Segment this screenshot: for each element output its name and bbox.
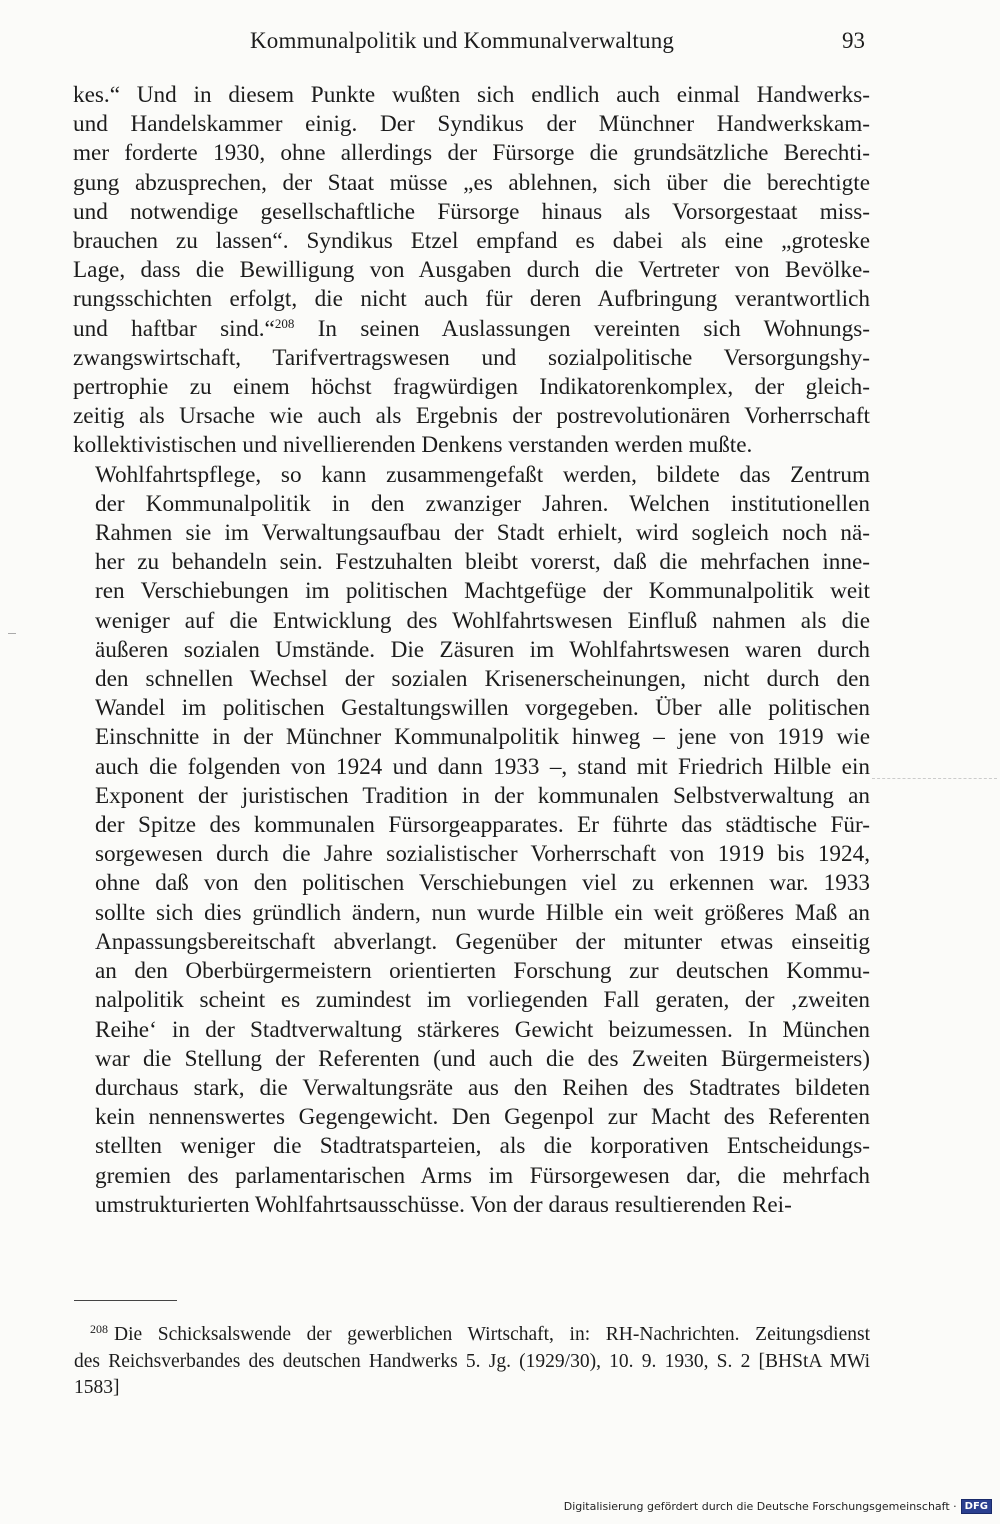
scan-mark	[8, 633, 16, 634]
text-line: zeitig als Ursache wie auch als Ergebnis der postrevolutionären Vorherrschaft	[73, 403, 870, 430]
text-line: gremien des parlamentarischen Arms im Fürsorgewesen dar, die mehrfach	[95, 1162, 870, 1189]
text-line: brauchen zu lassen“. Syndikus Etzel empfand es dabei als eine „groteske	[73, 228, 870, 255]
text-line: stellten weniger die Stadtratsparteien, als die korporativen Entscheidungs-	[95, 1133, 870, 1160]
text-line: auch die folgenden von 1924 und dann 1933 –, stand mit Friedrich Hilble ein	[95, 753, 870, 780]
footnote-ref[interactable]: 208	[274, 315, 295, 331]
text-line: gung abzusprechen, der Staat müsse „es ablehnen, sich über die berechtigte	[73, 169, 870, 196]
scan-margin-line	[872, 778, 997, 779]
body-text	[73, 81, 870, 1220]
text-line: der Spitze des kommunalen Fürsorgeapparates. Er führte das städtische Für-	[95, 812, 870, 839]
text-line: ren Verschiebungen im politischen Machtgefüge der Kommunalpolitik weit	[95, 578, 870, 605]
text-line: Wohlfahrtspflege, so kann zusammengefaßt werden, bildete das Zentrum	[95, 461, 870, 488]
text-fragment: und haftbar sind.“	[73, 315, 275, 342]
text-line: zwangswirtschaft, Tarifvertragswesen und sozialpolitische Versorgungshy-	[73, 344, 870, 371]
text-line: Wandel im politischen Gestaltungswillen vorgegeben. Über alle politischen	[95, 695, 870, 722]
footnote-line: 1583]	[74, 1377, 120, 1398]
text-fragment: In seinen Auslassungen vereinten sich Wohnungs-	[294, 315, 870, 342]
footnote-number: 208	[90, 1322, 108, 1336]
text-line: und Handelskammer einig. Der Syndikus der Münchner Handwerkskam-	[73, 111, 870, 138]
text-line: und notwendige gesellschaftliche Fürsorge hinaus als Vorsorgestaat miss-	[73, 198, 870, 225]
text-line: Rahmen sie im Verwaltungsaufbau der Stadt erhielt, wird sogleich noch nä-	[95, 520, 870, 547]
page-number: 93	[842, 28, 865, 53]
text-line: den schnellen Wechsel der sozialen Krisenerscheinungen, nicht durch den	[95, 666, 870, 693]
text-line: durchaus stark, die Verwaltungsräte aus den Reihen des Stadtrates bildeten	[95, 1074, 870, 1101]
paragraph-2	[73, 461, 870, 1220]
text-line: äußeren sozialen Umstände. Die Zäsuren im Wohlfahrtswesen waren durch	[95, 636, 870, 663]
text-line: pertrophie zu einem höchst fragwürdigen Indikatorenkomplex, der gleich-	[73, 374, 870, 401]
text-line: Exponent der juristischen Tradition in der kommunalen Selbstverwaltung an	[95, 782, 870, 809]
text-line: Einschnitte in der Münchner Kommunalpolitik hinweg – jene von 1919 wie	[95, 724, 870, 751]
footnote-text: Die Schicksalswende der gewerblichen Wirtschaft, in: RH-Nachrichten. Zeitungsdienst	[114, 1324, 870, 1345]
text-line: Reihe‘ in der Stadtverwaltung stärkeres Gewicht beizumessen. In München	[95, 1016, 870, 1043]
dfg-logo: DFG	[961, 1499, 992, 1514]
text-line: Anpassungsbereitschaft abverlangt. Gegenüber der mitunter etwas einseitig	[95, 928, 870, 955]
text-line: ohne daß von den politischen Verschiebungen viel zu erkennen war. 1933	[95, 870, 870, 897]
text-line: war die Stellung der Referenten (und auch die des Zweiten Bürgermeisters)	[95, 1045, 870, 1072]
text-line-with-footnote	[73, 315, 870, 344]
text-line: sollte sich dies gründlich ändern, nun wurde Hilble ein weit größeres Maß an	[95, 899, 870, 926]
text-line: weniger auf die Entwicklung des Wohlfahrtswesen Einfluß nahmen als die	[95, 607, 870, 634]
footnote-208	[74, 1316, 870, 1402]
footnote-line: des Reichsverbandes des deutschen Handwerks 5. Jg. (1929/30), 10. 9. 1930, S. 2 [BHStA MWi	[74, 1350, 870, 1372]
text-line: kes.“ Und in diesem Punkte wußten sich endlich auch einmal Handwerks-	[73, 82, 870, 108]
text-line: nalpolitik scheint es zumindest im vorliegenden Fall geraten, der ‚zweiten	[95, 987, 870, 1014]
credit-text: Digitalisierung gefördert durch die Deutsche Forschungsgemeinschaft ·	[563, 1499, 957, 1513]
text-line: sorgewesen durch die Jahre sozialistischer Vorherrschaft von 1919 bis 1924,	[95, 841, 870, 868]
digitization-credit	[564, 1496, 992, 1516]
text-line: an den Oberbürgermeistern orientierten Forschung zur deutschen Kommu-	[95, 958, 870, 985]
text-line: rungsschichten erfolgt, die nicht auch für deren Aufbringung verantwortlich	[73, 286, 870, 313]
text-line: her zu behandeln sein. Festzuhalten bleibt vorerst, daß die mehrfachen inne-	[95, 549, 870, 576]
text-line: kollektivistischen und nivellierenden Denkens verstanden werden mußte.	[73, 432, 753, 459]
text-line: mer forderte 1930, ohne allerdings der Fürsorge die grundsätzliche Berechti-	[73, 140, 870, 167]
footnote-line	[74, 1316, 870, 1349]
text-line: kein nennenswertes Gegengewicht. Den Gegenpol zur Macht des Referenten	[95, 1104, 870, 1131]
footnote-rule	[74, 1300, 177, 1301]
text-line: umstrukturierten Wohlfahrtsausschüsse. Von der daraus resultierenden Rei-	[95, 1191, 792, 1218]
paragraph-1	[73, 81, 870, 461]
text-line: der Kommunalpolitik in den zwanziger Jahren. Welchen institutionellen	[95, 490, 870, 517]
running-title: Kommunalpolitik und Kommunalverwaltung	[250, 28, 675, 53]
running-head	[0, 24, 1000, 64]
text-line: Lage, dass die Bewilligung von Ausgaben durch die Vertreter von Bevölke-	[73, 257, 870, 284]
